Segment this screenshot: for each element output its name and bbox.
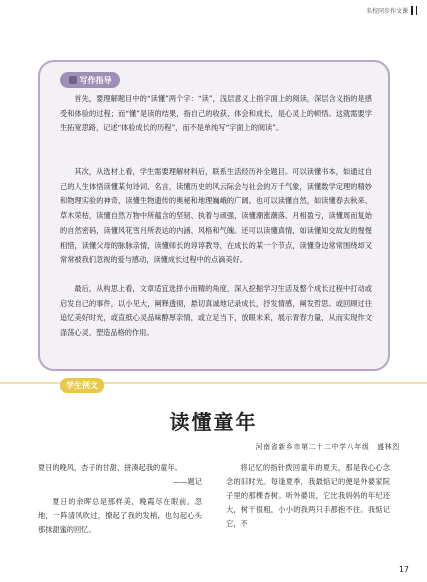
epigraph-source: ——题记 (173, 477, 202, 486)
student-example-tag (60, 378, 104, 393)
series-title: 名校同步作文课 (365, 8, 408, 15)
pencil-icon (69, 76, 77, 84)
essay-paragraph: 夏日的余晖总是那样美，晚霞尽在眼前。忽地，一阵清风吹过，撩起了我的发梢，也勾起心头那抹甜蜜的回忆。 (38, 497, 202, 534)
guide-paragraph: 其次，从选材上看，学生需要理解材料后，联系生活经历补全题目。可以读懂书本，如通过自己的人生体悟读懂某句诗词、名言，读懂历史的风云际会与社会的万千气象，读懂数学定理的精妙和物理实验的神奇，读懂生物遗传的奥秘和地理巍峨的广阔。也可以读懂自然，如读懂春去秋来、草木荣枯，读懂自然万物中所蕴含的坚韧、执着与顽强，读懂潮涨潮落、月相盈亏，读懂周而复始的自然密码，读懂风花雪月所表达的内涵、风格和气魄。还可以读懂真情，如读懂知交故友的惺惺相惜，读懂父母的脉脉亲情，读懂师长的谆谆教导，在成长的某一个节点，读懂身边常常围绕却又常常被我们忽视的爱与感动，读懂成长过程中的点滴美好。 (60, 167, 372, 265)
essay-paragraph: 将记忆的指针拨回童年的夏天，那是我心心念念的旧时光。每逢夏季，我最惦记的便是外婆家院子里的那棵杏树。听外婆说，它比我妈妈的年纪还大，树干很粗，小小的我两只手都抱不住。我惦记它，不 (226, 463, 390, 528)
essay-column-left (38, 461, 202, 537)
guide-paragraph: 首先，要理解题目中的“读懂”两个字：“读”，浅层意义上指字面上的阅读，深层含义指的是感受和体验的过程；而“懂”是读的结果，指自己的收获、体会和成长，是心灵上的顿悟。这就需要学生拓宽思路，记述“体验成长的历程”，而不是单纯写“字面上的阅读”。 (60, 94, 372, 133)
page-header (366, 6, 417, 15)
essay-column-right (226, 461, 390, 531)
page-number: 17 (398, 565, 409, 574)
header-bars-icon (411, 6, 417, 15)
essay-byline: 河南省新乡市第二十二中学八年级 盛林烈 (255, 443, 400, 451)
student-example-label: 学生例文 (60, 378, 104, 393)
essay-title: 读懂童年 (169, 410, 258, 434)
writing-guide-label-text: 写作指导 (79, 75, 112, 85)
writing-guide-label (60, 72, 120, 88)
writing-guide-panel (38, 60, 390, 371)
guide-paragraph: 最后，从构思上看，文章适宜选择小而精的角度，深入挖掘学习生活及整个成长过程中打动或启发自己的事件，以小见大，阐释透彻，悬切真诚地记录成长，抒发情感，阐发哲思。或回顾过往追忆美好时光，或直抵心灵品味醇厚亲情，或立足当下，放眼未来，展示青春力量，从而实现作文涤荡心灵、塑造品格的作用。 (60, 284, 372, 338)
epigraph: 夏日的晚风，杏子的甘甜，拼凑起我的童年。 (38, 463, 182, 472)
